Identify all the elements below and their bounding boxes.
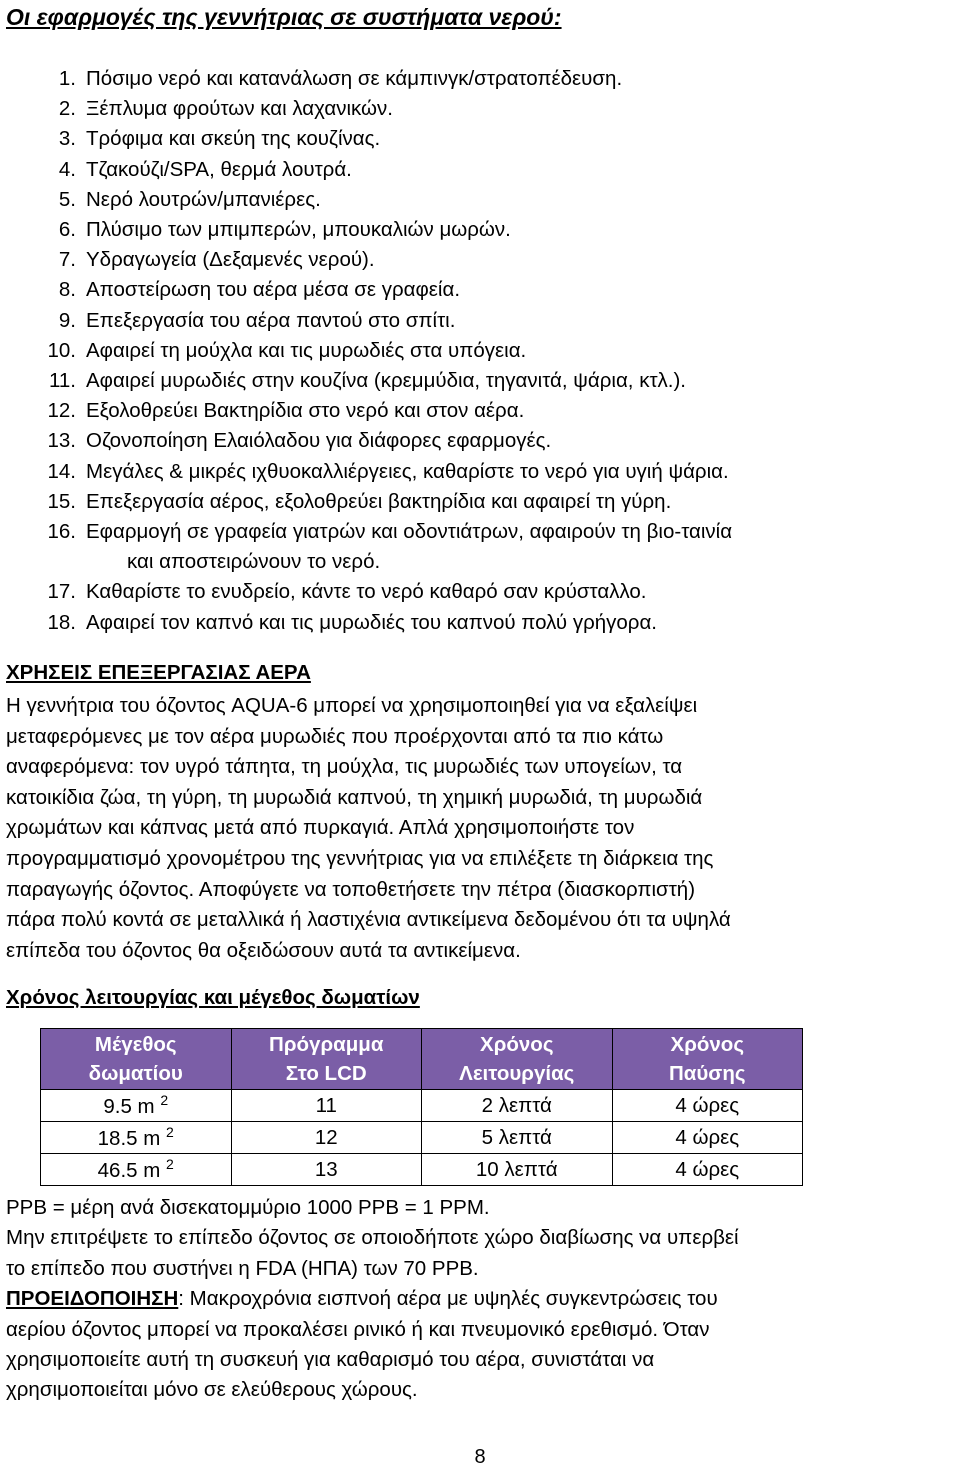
list-item [0,275,960,305]
cell-program: 12 [231,1122,422,1154]
list-item [0,336,960,366]
paragraph-line: παραγωγής όζοντος. Αποφύγετε να τοποθετήσετε την πέτρα (διασκορπιστή) [6,877,696,901]
paragraph-line: επίπεδα του όζοντος θα οξειδώσουν αυτά τα αντικείμενα. [6,938,521,962]
list-item [0,94,960,124]
list-item [0,366,960,396]
list-text: Εξολοθρεύει Βακτηρίδια στο νερό και στον αέρα. [86,399,525,423]
list-text: Πόσιμο νερό και κατανάλωση σε κάμπινγκ/στρατοπέδευση. [86,67,623,90]
list-text: Πλύσιμο των μπιμπερών, μπουκαλιών μωρών. [86,218,511,242]
header-lcd-program: Πρόγραμμα Στο LCD [231,1029,422,1090]
list-text: Νερό λουτρών/μπανιέρες. [86,187,321,211]
paragraph-line: Η γεννήτρια του όζοντος AQUA-6 μπορεί να χρησιμοποιηθεί για να εξαλείψει [6,694,698,717]
ppb-note: PPB = μέρη ανά δισεκατομμύριο 1000 PPB = 1 PPM. [6,1196,490,1219]
list-text: Επεξεργασία αέρος, εξολοθρεύει βακτηρίδια και αφαιρεί τη γύρη. [86,489,672,513]
paragraph-line: αναφερόμενα: τον υγρό τάπητα, τη μούχλα, τις μυρωδιές των υπογείων, τα [6,755,683,779]
list-number: 16. [47,520,76,544]
list-number: 4. [58,157,76,181]
room-size-table [40,1028,803,1186]
paragraph-line: χρωμάτων και κάπνας μετά από πυρκαγιά. Απλά χρησιμοποιήστε τον [6,816,635,840]
list-number: 11. [49,369,76,393]
list-text: Αφαιρεί μυρωδιές στην κουζίνα (κρεμμύδια, τηγανιτά, ψάρια, κτλ.). [86,369,687,393]
list-item [0,185,960,215]
warning-line-3: χρησιμοποιείτε αυτή τη συσκευή για καθαρισμό του αέρα, συνιστάται να [6,1348,655,1372]
list-number: 13. [47,429,76,453]
cell-program: 13 [231,1154,422,1186]
cell-room-size: 9.5 m $^2$ [41,1090,232,1122]
warning-label: ΠΡΟΕΙΔΟΠΟΙΗΣΗ [6,1287,179,1311]
list-text: Υδραγωγεία (Δεξαμενές νερού). [86,248,375,272]
applications-list [0,64,960,638]
fda-limit-line-1: Μην επιτρέψετε το επίπεδο όζοντος σε οποιοδήποτε χώρο διαβίωσης να υπερβεί [6,1226,739,1250]
list-item [0,215,960,245]
page-number: 8 [474,1446,486,1468]
cell-program: 11 [231,1090,422,1122]
list-text: Μεγάλες & μικρές ιχθυοκαλλιέργειες, καθαρίστε το νερό για υγιή ψάρια. [86,459,729,483]
paragraph-line: κατοικίδια ζώα, τη γύρη, τη μυρωδιά καπνού, τη χημική μυρωδιά, τη μυρωδιά [6,785,703,809]
cell-run-time: 2 λεπτά [422,1090,613,1122]
list-item [0,426,960,456]
list-number: 9. [58,308,76,332]
list-item [0,155,960,185]
list-number: 8. [58,278,76,302]
header-pause-time: Χρόνος Παύσης [612,1029,803,1090]
list-text: Καθαρίστε το ενυδρείο, κάντε το νερό καθαρό σαν κρύσταλλο. [86,580,647,604]
table-header-row [41,1029,803,1090]
list-item [0,245,960,275]
header-room-size: Μέγεθος δωματίου [41,1029,232,1090]
list-number: 15. [47,489,76,513]
list-text: Τρόφιμα και σκεύη της κουζίνας. [86,127,381,151]
list-number: 6. [58,218,76,242]
fda-limit-line-2: το επίπεδο που συστήνει η FDA (ΗΠΑ) των 70 PPB. [6,1256,479,1280]
list-text: Αποστείρωση του αέρα μέσα σε γραφεία. [86,278,461,302]
list-text: Αφαιρεί τη μούχλα και τις μυρωδιές στα υπόγεια. [86,338,527,362]
notes-block [6,1193,950,1406]
list-text: Επεξεργασία του αέρα παντού στο σπίτι. [86,308,456,332]
warning-line-4: χρησιμοποιείται μόνο σε ελεύθερους χώρους. [6,1378,418,1402]
list-item [0,306,960,336]
paragraph-line: πάρα πολύ κοντά σε μεταλλικά ή λαστιχένια αντικείμενα δεδομένου ότι τα υψηλά [6,908,731,932]
list-number: 2. [58,97,76,121]
list-number: 17. [47,580,76,604]
warning-line-1: ΠΡΟΕΙΔΟΠΟΙΗΣΗ: Μακροχρόνια εισπνοή αέρα με υψηλές συγκεντρώσεις του [6,1287,718,1311]
cell-run-time: 5 λεπτά [422,1122,613,1154]
table-row [41,1122,803,1154]
list-item [0,457,960,487]
header-run-time: Χρόνος Λειτουργίας [422,1029,613,1090]
cell-pause-time: 4 ώρες [612,1090,803,1122]
room-section-heading: Χρόνος λειτουργίας και μέγεθος δωματίων [6,986,420,1009]
list-number: 14. [47,459,76,483]
table-row [41,1154,803,1186]
list-text: Ξέπλυμα φρούτων και λαχανικών. [86,97,393,121]
list-text: Τζακούζι/SPA, θερμά λουτρά. [86,157,352,181]
cell-pause-time: 4 ώρες [612,1154,803,1186]
list-number: 18. [47,610,76,634]
list-item [0,608,960,638]
list-text-continuation: και αποστειρώνουν το νερό. [127,550,381,574]
list-item [0,396,960,426]
warning-line-2: αερίου όζοντος μπορεί να προκαλέσει ρινικό ή και πνευμονικό ερεθισμό. Όταν [6,1317,710,1341]
cell-room-size: 46.5 m $^2$ [41,1154,232,1186]
list-item [0,577,960,607]
cell-run-time: 10 λεπτά [422,1154,613,1186]
list-number: 12. [47,399,76,423]
list-number: 3. [58,127,76,151]
list-number: 10. [47,338,76,362]
list-text: Αφαιρεί τον καπνό και τις μυρωδιές του καπνού πολύ γρήγορα. [86,610,657,634]
air-section-heading: ΧΡΗΣΕΙΣ ΕΠΕΞΕΡΓΑΣΙΑΣ ΑΕΡΑ [6,661,311,684]
paragraph-line: προγραμματισμό χρονομέτρου της γεννήτριας για να επιλέξετε τη διάρκεια της [6,846,714,870]
list-text: Εφαρμογή σε γραφεία γιατρών και οδοντιάτρων, αφαιρούν τη βιο-ταινία [86,520,733,544]
list-item [0,64,960,94]
list-item [0,517,960,577]
list-number: 7. [58,248,76,272]
cell-pause-time: 4 ώρες [612,1122,803,1154]
table-row [41,1090,803,1122]
paragraph-line: μεταφερόμενες με τον αέρα μυρωδιές που προέρχονται από τα πιο κάτω [6,724,664,748]
page-title: Οι εφαρμογές της γεννήτριας σε συστήματα νερού: [6,4,562,30]
cell-room-size: 18.5 m $^2$ [41,1122,232,1154]
list-text: Οζονοποίηση Ελαιόλαδου για διάφορες εφαρμογές. [86,429,552,453]
list-item [0,487,960,517]
list-item [0,124,960,154]
air-section-paragraph [6,691,936,966]
list-number: 1. [58,67,76,90]
list-number: 5. [58,187,76,211]
